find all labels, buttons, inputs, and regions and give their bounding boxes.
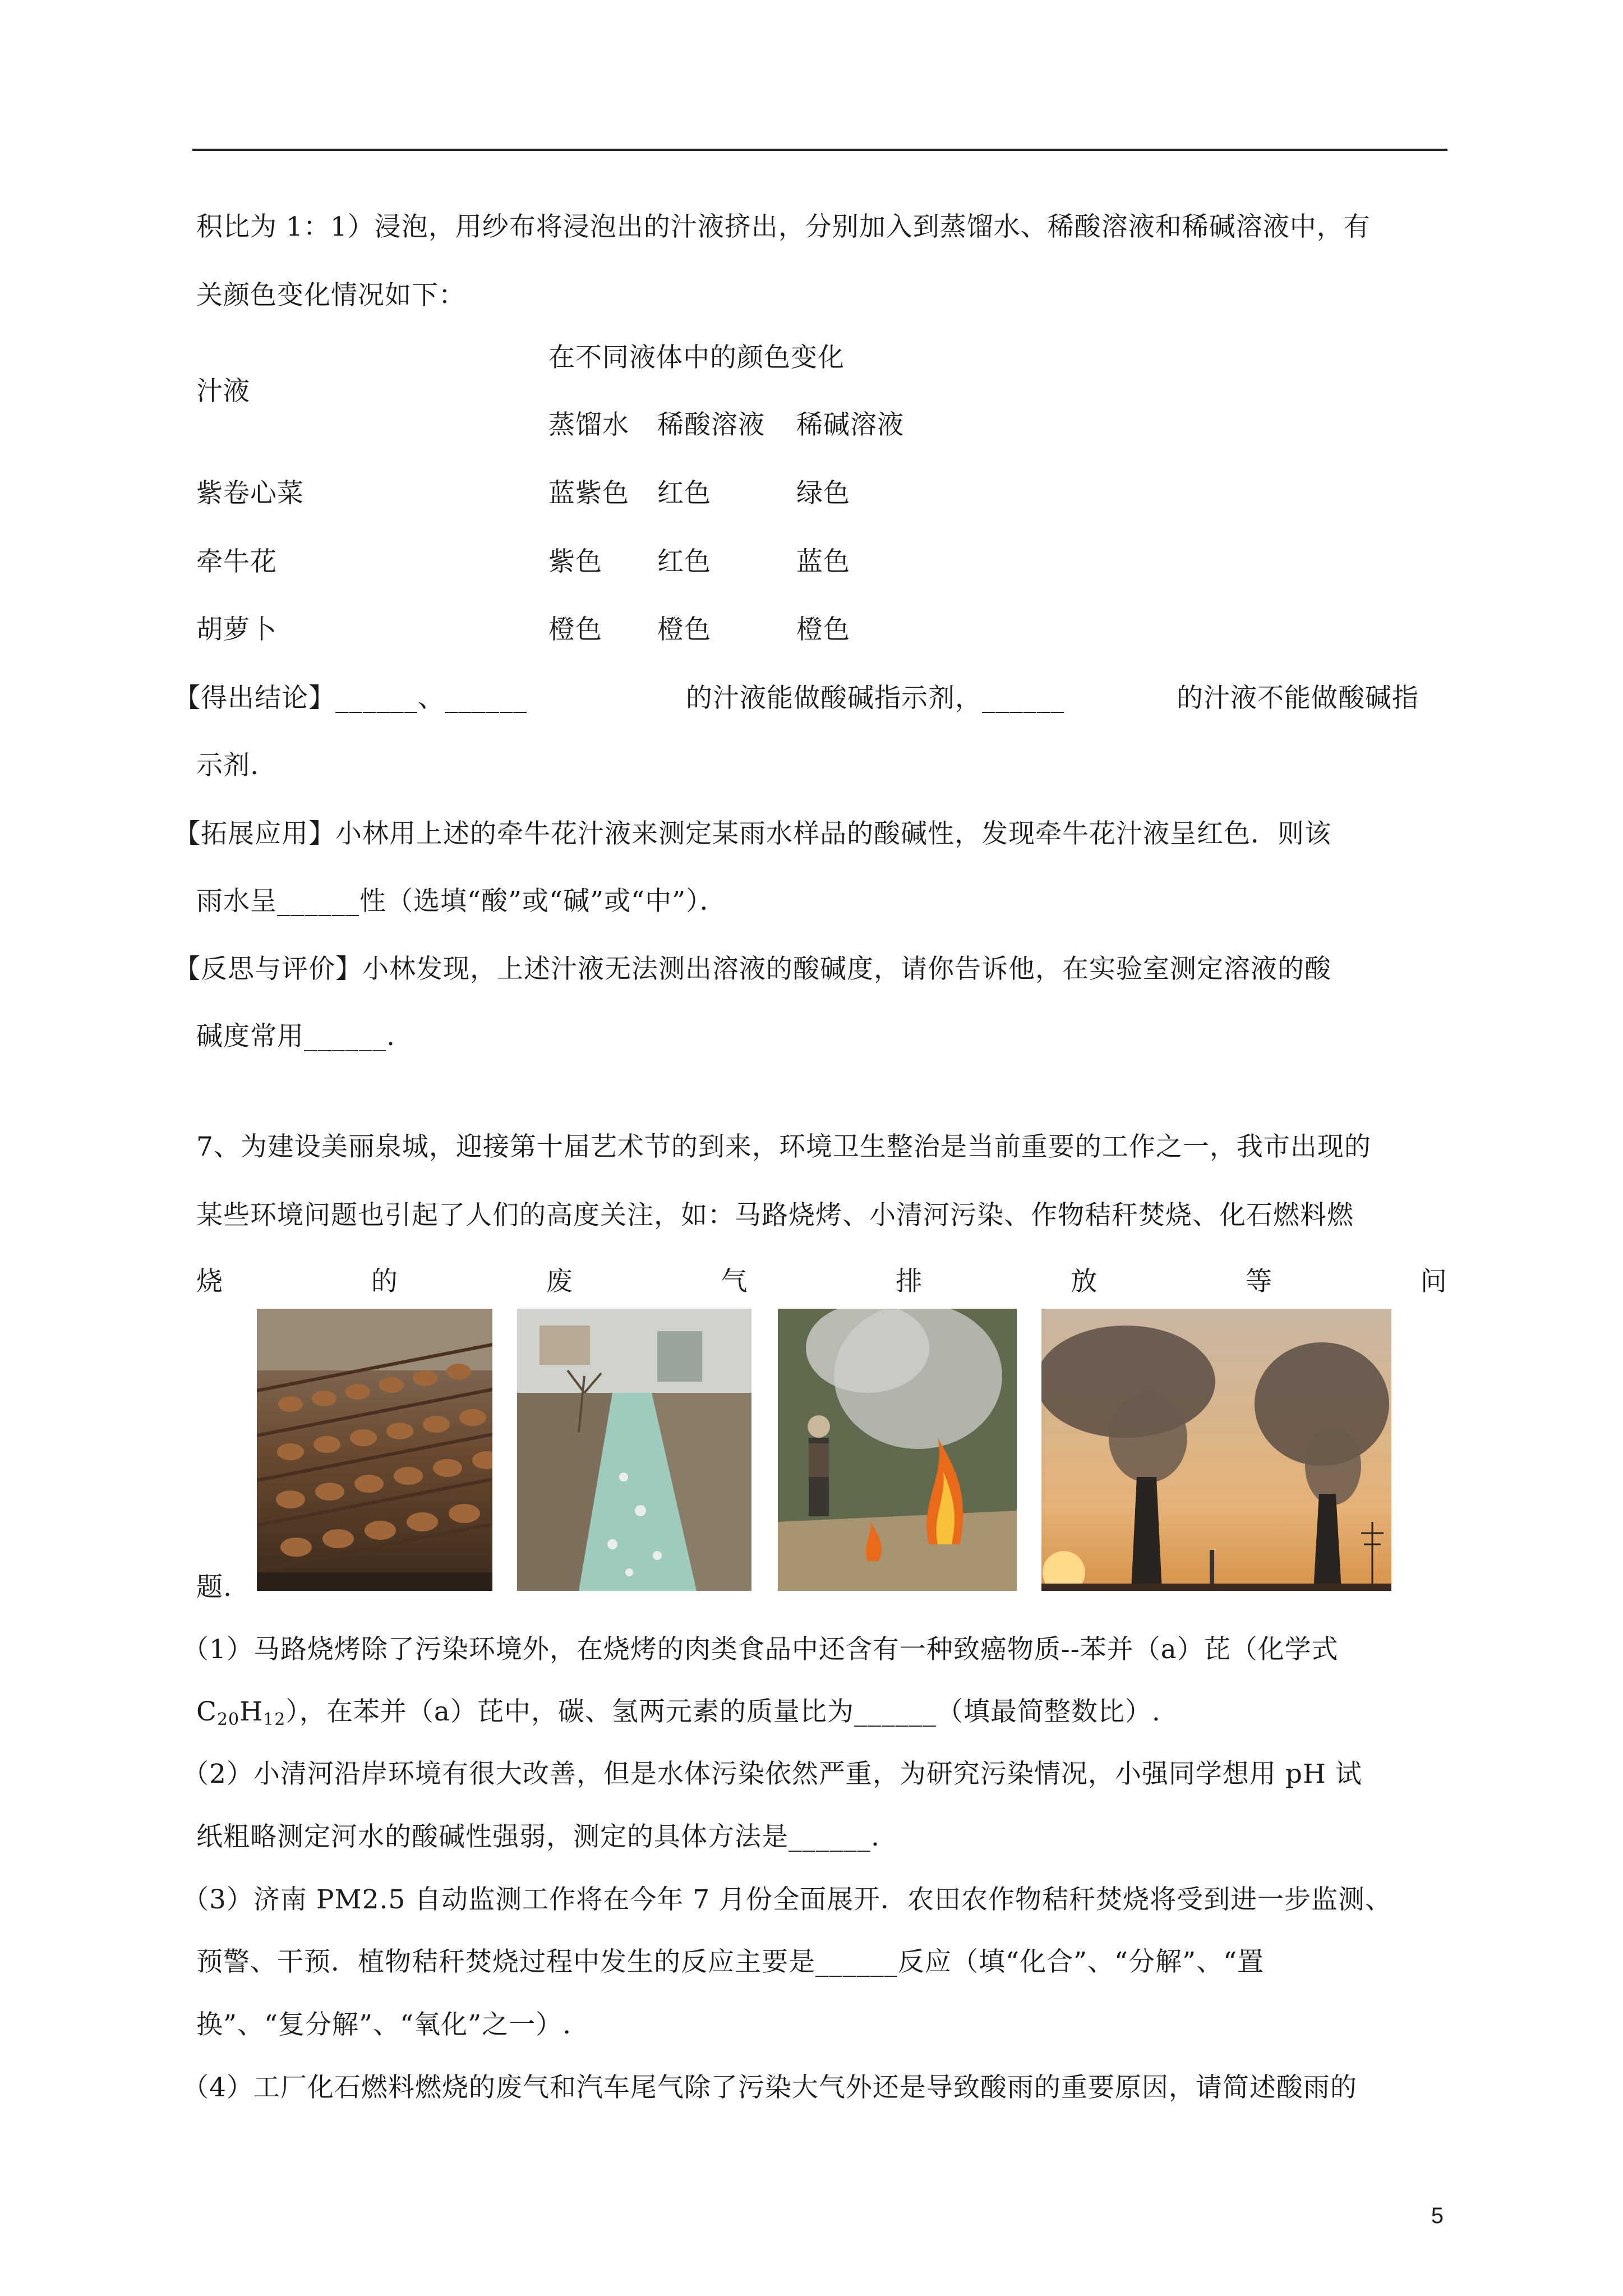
factory-smoke-photo bbox=[1041, 1309, 1391, 1591]
intro-line-2: 关颜色变化情况如下： bbox=[196, 280, 465, 311]
q7-sub1-line-2: $C_{20}H_{12}$），在苯并（a）芘中，碳、氢两元素的质量比为______（填最简整数比）. bbox=[196, 1696, 1161, 1729]
q7-sub2-line-2: 纸粗略测定河水的酸碱性强弱，测定的具体方法是______. bbox=[196, 1821, 880, 1852]
table-col-dilute-acid: 稀酸溶液 bbox=[657, 409, 765, 440]
q7-sub3-line-3: 换”、“复分解”、“氧化”之一）. bbox=[196, 2009, 572, 2040]
q7-sub1-line-1: （1）马路烧烤除了污染环境外，在烧烤的肉类食品中还含有一种致癌物质--苯并（a）芘（化学式 bbox=[182, 1634, 1339, 1665]
table-col-dilute-base: 稀碱溶液 bbox=[796, 409, 904, 440]
q7-sub2-line-1: （2）小清河沿岸环境有很大改善，但是水体污染依然严重，为研究污染情况，小强同学想用 pH 试 bbox=[182, 1759, 1362, 1789]
table-row-name: 紫卷心菜 bbox=[196, 478, 304, 509]
table-cell: 橙色 bbox=[796, 614, 850, 645]
reflection-line-1: 【反思与评价】小林发现，上述汁液无法测出溶液的酸碱度，请你告诉他，在实验室测定溶液的酸 bbox=[174, 954, 1331, 984]
table-cell: 红色 bbox=[657, 546, 711, 577]
q7-line-2: 某些环境问题也引起了人们的高度关注，如：马路烧烤、小清河污染、作物秸秆焚烧、化石燃料燃 bbox=[196, 1200, 1354, 1231]
q7-char: 的 bbox=[371, 1266, 398, 1297]
conclusion-part-1: 【得出结论】______、______ bbox=[174, 683, 527, 714]
table-row-name: 胡萝卜 bbox=[196, 614, 277, 645]
header-rule bbox=[192, 149, 1447, 151]
table-cell: 蓝色 bbox=[796, 546, 850, 577]
table-cell: 绿色 bbox=[796, 478, 850, 509]
table-group-header: 在不同液体中的颜色变化 bbox=[548, 342, 845, 373]
intro-line-1: 积比为 1：1）浸泡，用纱布将浸泡出的汁液挤出，分别加入到蒸馏水、稀酸溶液和稀碱溶液中，有 bbox=[196, 211, 1371, 242]
q7-char: 烧 bbox=[196, 1266, 223, 1297]
table-cell: 蓝紫色 bbox=[548, 478, 629, 509]
q7-char: 等 bbox=[1246, 1266, 1272, 1297]
extension-line-2: 雨水呈______性（选填“酸”或“碱”或“中”）． bbox=[196, 886, 727, 917]
conclusion-part-2: 的汁液能做酸碱指示剂，______ bbox=[686, 683, 1064, 714]
q7-char: 排 bbox=[896, 1266, 923, 1297]
extension-line-1: 【拓展应用】小林用上述的牵牛花汁液来测定某雨水样品的酸碱性，发现牵牛花汁液呈红色．则该 bbox=[174, 818, 1331, 849]
q7-line-1: 7、为建设美丽泉城，迎接第十届艺术节的到来，环境卫生整治是当前重要的工作之一，我市出现的 bbox=[196, 1131, 1371, 1162]
page-number: 5 bbox=[1431, 2203, 1444, 2228]
table-cell: 紫色 bbox=[548, 546, 602, 577]
q7-sub3-line-2: 预警、干预．植物秸秆焚烧过程中发生的反应主要是______反应（填“化合”、“分解”、“置 bbox=[196, 1947, 1265, 1977]
table-cell: 红色 bbox=[657, 478, 711, 509]
q7-line-3 bbox=[196, 1265, 1447, 1299]
q7-line-4: 题. bbox=[196, 1572, 232, 1603]
conclusion-part-3: 的汁液不能做酸碱指 bbox=[1177, 683, 1419, 714]
reflection-line-2: 碱度常用______. bbox=[196, 1021, 395, 1052]
straw-burning-photo bbox=[778, 1309, 1017, 1591]
q7-char: 放 bbox=[1071, 1266, 1098, 1297]
table-row-name: 牵牛花 bbox=[196, 546, 277, 577]
q7-char: 问 bbox=[1420, 1266, 1447, 1297]
table-row-header: 汁液 bbox=[196, 376, 250, 407]
barbecue-photo bbox=[257, 1309, 492, 1591]
table-col-distilled-water: 蒸馏水 bbox=[548, 409, 629, 440]
table-cell: 橙色 bbox=[657, 614, 711, 645]
polluted-river-photo bbox=[517, 1309, 751, 1591]
conclusion-line-2: 示剂. bbox=[196, 750, 259, 781]
q7-sub3-line-1: （3）济南 PM2.5 自动监测工作将在今年 7 月份全面展开．农田农作物秸秆焚烧将受到进一步监测、 bbox=[182, 1884, 1393, 1915]
table-cell: 橙色 bbox=[548, 614, 602, 645]
q7-char: 气 bbox=[721, 1266, 748, 1297]
q7-char: 废 bbox=[546, 1266, 573, 1297]
q7-sub4-line-1: （4）工厂化石燃料燃烧的废气和汽车尾气除了污染大气外还是导致酸雨的重要原因，请简述酸雨的 bbox=[182, 2072, 1357, 2103]
